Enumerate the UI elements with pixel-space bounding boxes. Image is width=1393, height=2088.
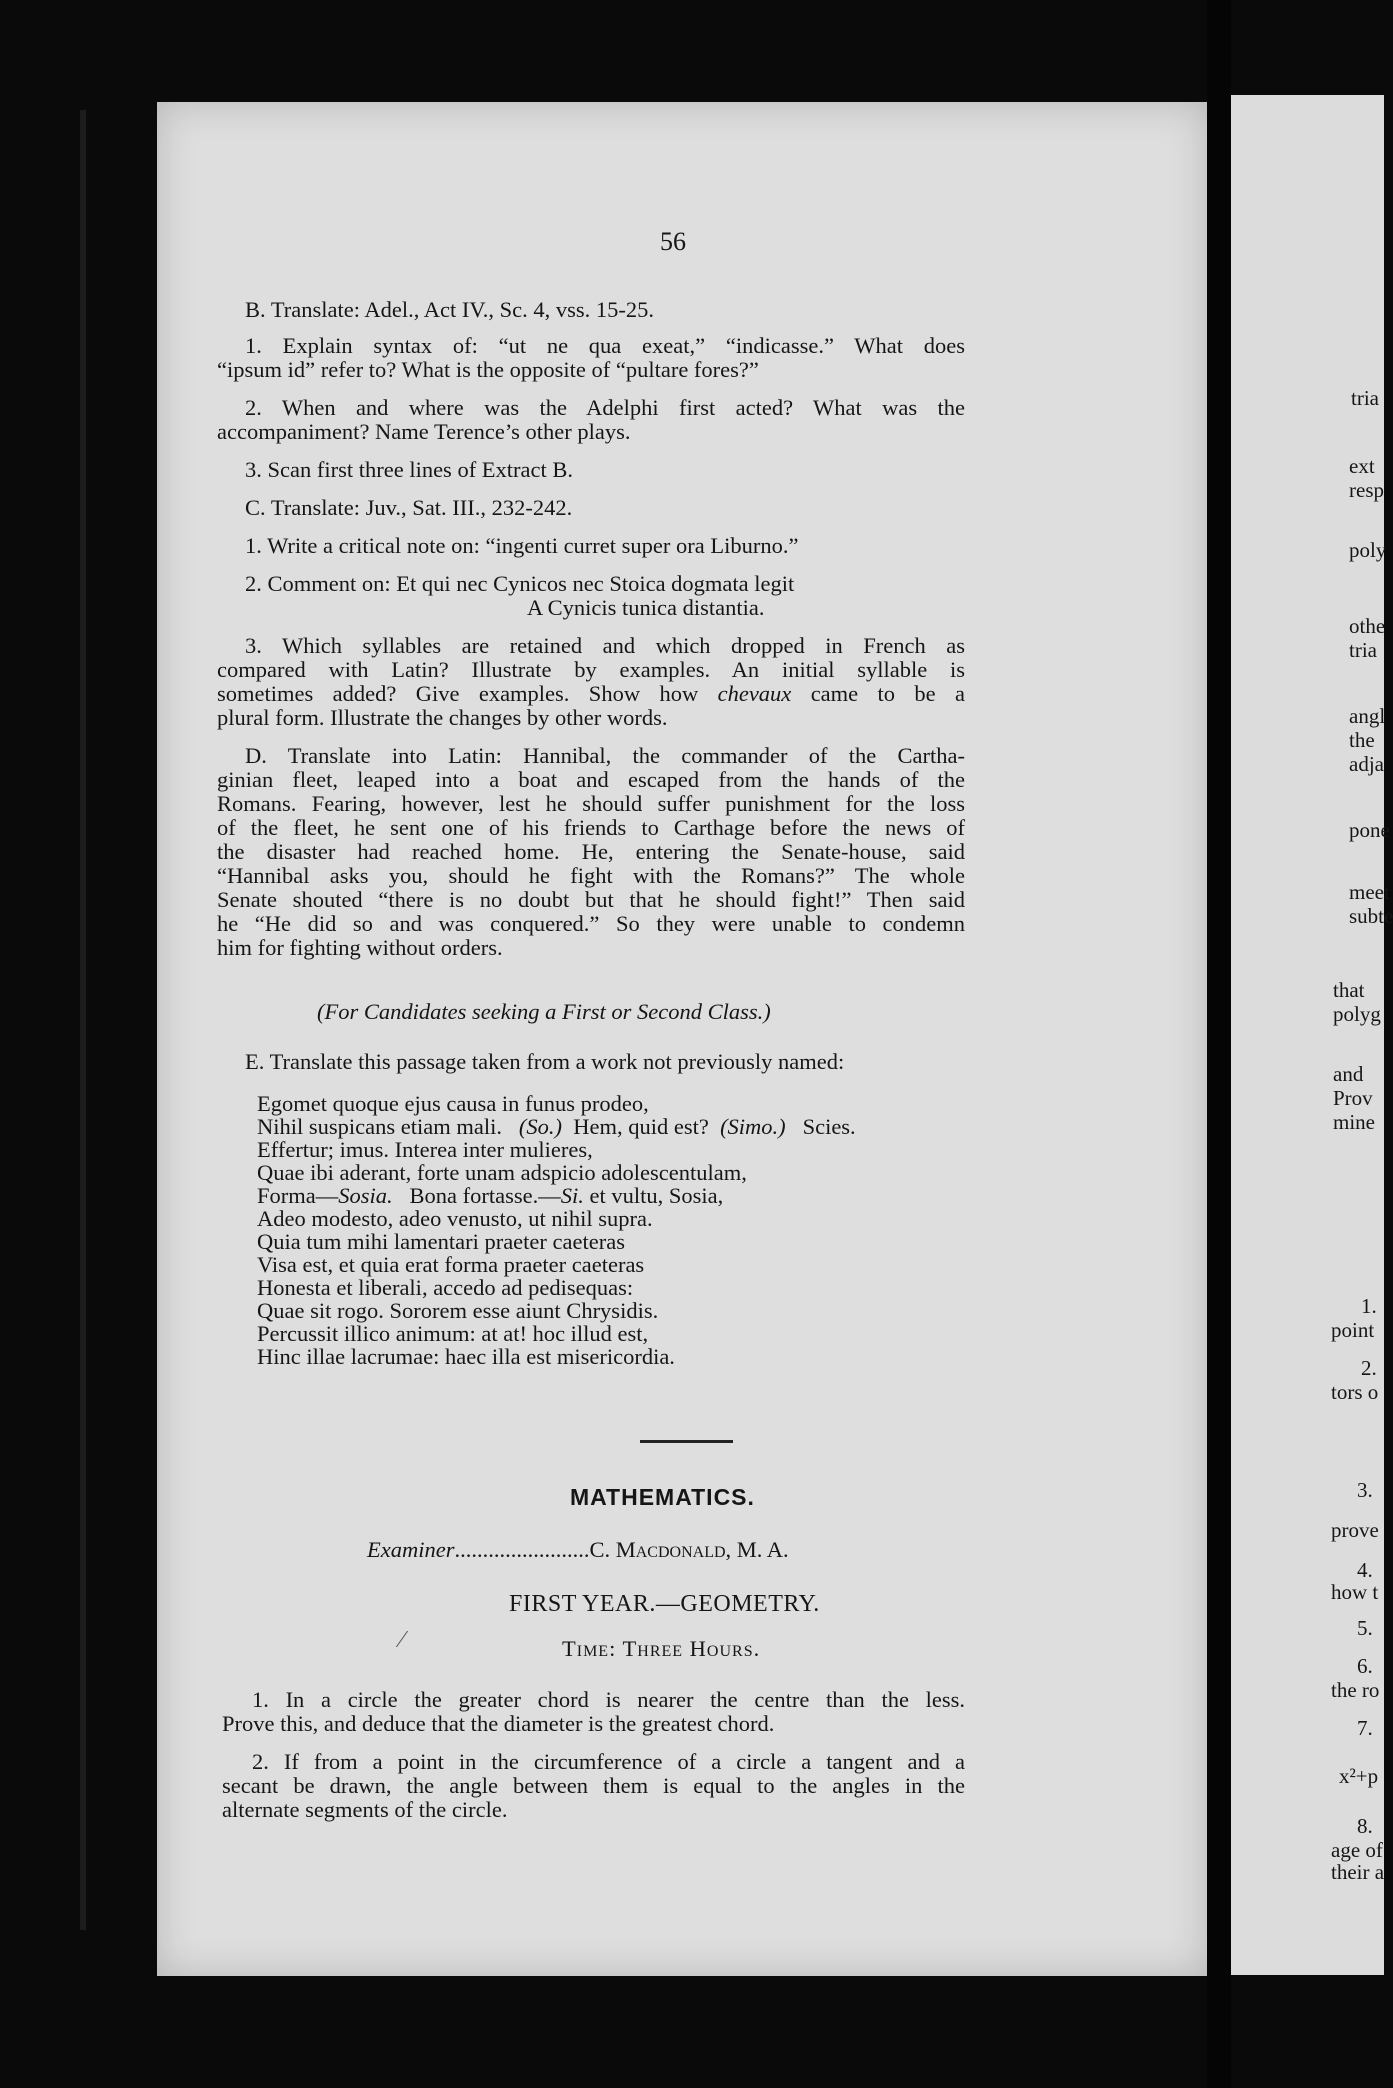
section-b-q2-line2: accompaniment? Name Terence’s other plays.: [217, 419, 631, 444]
section-d-line: D. Translate into Latin: Hannibal, the commander of the Cartha-: [245, 743, 965, 768]
page-number: 56: [660, 227, 686, 256]
section-d-line: “Hannibal asks you, should he fight with the Romans?” The whole: [217, 863, 965, 888]
section-d-line: Romans. Fearing, however, lest he should suffer punishment for the loss: [217, 791, 965, 816]
edge-fragment: point: [1331, 1318, 1375, 1342]
scan-edge: [80, 110, 86, 1930]
edge-fragment: the: [1349, 728, 1375, 752]
edge-fragment: 3.: [1357, 1478, 1373, 1502]
edge-fragment: polyg: [1333, 1002, 1381, 1026]
edge-fragment: the ro: [1331, 1678, 1380, 1702]
verse-line: Quae sit rogo. Sororem esse aiunt Chrysidis.: [257, 1298, 659, 1323]
edge-fragment: ext: [1349, 454, 1375, 478]
verse-line: Quae ibi aderant, forte unam adspicio adolescentulam,: [257, 1160, 747, 1185]
section-d-line: he “He did so and was conquered.” So they were unable to condemn: [217, 911, 965, 936]
class-note: (For Candidates seeking a First or Second Class.): [317, 999, 771, 1024]
verse-line: Honesta et liberali, accedo ad pedisequas:: [257, 1275, 634, 1300]
section-d-line: ginian fleet, leaped into a boat and escaped from the hands of the: [217, 767, 965, 792]
verse-line: Quia tum mihi lamentari praeter caeteras: [257, 1229, 625, 1254]
geometry-q1-line1: 1. In a circle the greater chord is nearer the centre than the less.: [252, 1687, 965, 1712]
first-year-title: FIRST YEAR.—GEOMETRY.: [509, 1591, 820, 1617]
geometry-q2-line1: 2. If from a point in the circumference of a circle a tangent and a: [252, 1749, 965, 1774]
section-d-line: him for fighting without orders.: [217, 935, 503, 960]
time-allowed: Time: Three Hours.: [562, 1636, 761, 1661]
edge-fragment: mine: [1333, 1110, 1375, 1134]
edge-fragment: tria: [1351, 386, 1379, 410]
section-b-q1-line2: “ipsum id” refer to? What is the opposite of “pultare fores?”: [217, 357, 759, 382]
section-b-q3: 3. Scan first three lines of Extract B.: [245, 457, 574, 482]
verse-line: Nihil suspicans etiam mali. (So.) Hem, quid est? (Simo.) Scies.: [257, 1114, 856, 1139]
edge-fragment: 6.: [1357, 1654, 1373, 1678]
examiner-line: Examiner........................C. Macdonald, M. A.: [367, 1537, 789, 1562]
section-c-q2-line1: 2. Comment on: Et qui nec Cynicos nec Stoica dogmata legit: [245, 571, 795, 596]
edge-fragment: 1.: [1361, 1294, 1377, 1318]
verse-line: Forma—Sosia. Bona fortasse.—Si. et vultu, Sosia,: [257, 1183, 724, 1208]
book-page: [157, 102, 1207, 1976]
edge-fragment: Prov: [1333, 1086, 1373, 1110]
section-b-q1-line1: 1. Explain syntax of: “ut ne qua exeat,” “indicasse.” What does: [245, 333, 965, 358]
section-e-heading: E. Translate this passage taken from a work not previously named:: [245, 1049, 845, 1074]
section-c-q3-line4: plural form. Illustrate the changes by other words.: [217, 705, 668, 730]
mathematics-title: MATHEMATICS.: [570, 1484, 755, 1510]
section-c-q2-line2: A Cynicis tunica distantia.: [527, 595, 765, 620]
pencil-mark: ⁄: [400, 1627, 405, 1653]
edge-fragment: their a: [1331, 1860, 1385, 1884]
edge-fragment: 2.: [1361, 1356, 1377, 1380]
section-c-q1: 1. Write a critical note on: “ingenti curret super ora Liburno.”: [245, 533, 799, 558]
verse-line: Effertur; imus. Interea inter mulieres,: [257, 1137, 593, 1162]
section-c-q3-line3: sometimes added? Give examples. Show how chevaux came to be a: [217, 681, 966, 706]
verse-line: Hinc illae lacrumae: haec illa est misericordia.: [257, 1344, 675, 1369]
verse-line: Adeo modesto, adeo venusto, ut nihil supra.: [257, 1206, 653, 1231]
edge-fragment: poly: [1349, 538, 1387, 562]
edge-fragment: prove: [1331, 1518, 1379, 1542]
edge-fragment: angl: [1349, 704, 1386, 728]
verse-line: Percussit illico animum: at at! hoc illud est,: [257, 1321, 649, 1346]
section-b-heading: B. Translate: Adel., Act IV., Sc. 4, vss. 15-25.: [245, 297, 654, 322]
edge-fragment: x²+p: [1339, 1764, 1379, 1788]
edge-fragment: 5.: [1357, 1616, 1373, 1640]
edge-fragment: resp: [1349, 478, 1384, 502]
section-d-line: of the fleet, he sent one of his friends to Carthage before the news of: [217, 815, 965, 840]
edge-fragment: subte: [1349, 904, 1393, 928]
section-d-line: the disaster had reached home. He, entering the Senate-house, said: [217, 839, 965, 864]
verse-line: Egomet quoque ejus causa in funus prodeo,: [257, 1091, 649, 1116]
edge-fragment: pone: [1349, 818, 1390, 842]
geometry-q2-line2: secant be drawn, the angle between them is equal to the angles in the: [222, 1773, 965, 1798]
edge-fragment: meet: [1349, 880, 1390, 904]
edge-fragment: that: [1333, 978, 1365, 1002]
edge-fragment: tors o: [1331, 1380, 1379, 1404]
edge-fragment: how t: [1331, 1580, 1379, 1604]
edge-fragment: tria: [1349, 638, 1377, 662]
book-gutter: [1207, 0, 1231, 2088]
section-c-q3-line2: compared with Latin? Illustrate by examples. An initial syllable is: [217, 657, 965, 682]
section-divider: [640, 1440, 733, 1443]
edge-fragment: 4.: [1357, 1558, 1373, 1582]
geometry-q1-line2: Prove this, and deduce that the diameter is the greatest chord.: [222, 1711, 775, 1736]
section-b-q2-line1: 2. When and where was the Adelphi first acted? What was the: [245, 395, 965, 420]
verse-line: Visa est, et quia erat forma praeter caeteras: [257, 1252, 645, 1277]
edge-fragment: 8.: [1357, 1814, 1373, 1838]
edge-fragment: othe: [1349, 614, 1386, 638]
edge-fragment: 7.: [1357, 1716, 1373, 1740]
geometry-q2-line3: alternate segments of the circle.: [222, 1797, 508, 1822]
section-d-line: Senate shouted “there is no doubt but that he should fight!” Then said: [217, 887, 965, 912]
section-c-heading: C. Translate: Juv., Sat. III., 232-242.: [245, 495, 573, 520]
adjacent-page-edge: [1231, 95, 1393, 1975]
section-c-q3-line1: 3. Which syllables are retained and which dropped in French as: [245, 633, 965, 658]
edge-fragment: and: [1333, 1062, 1364, 1086]
edge-fragment: age of: [1331, 1838, 1383, 1862]
edge-fragment: adja: [1349, 752, 1384, 776]
